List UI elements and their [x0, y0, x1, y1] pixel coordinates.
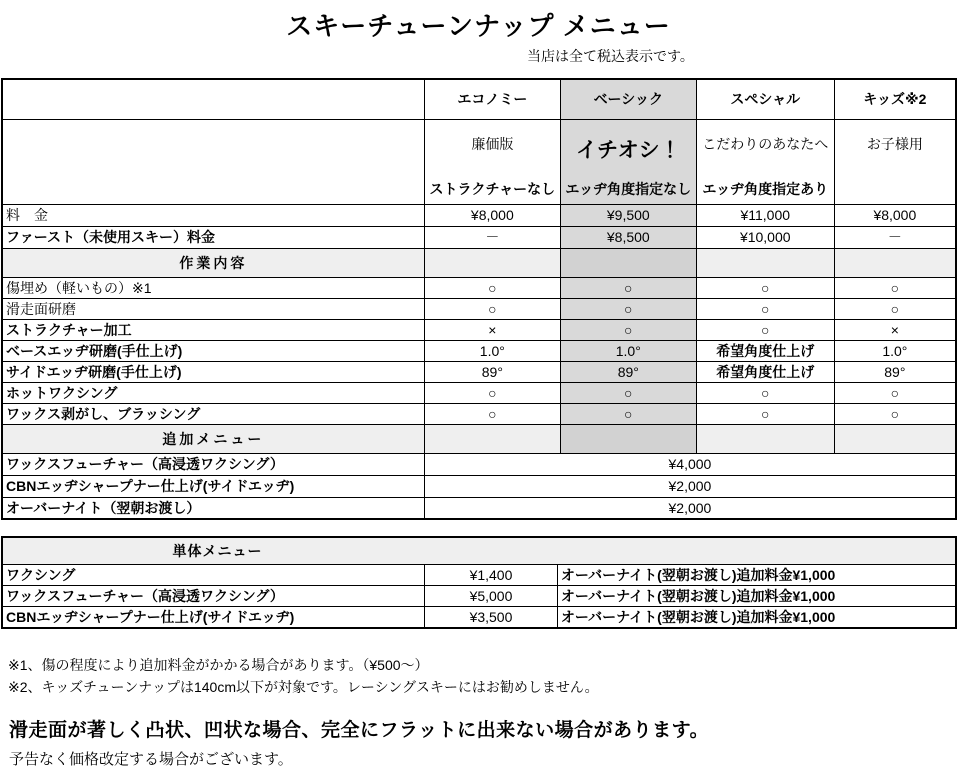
single-menu-row — [2, 606, 956, 628]
work-row — [2, 319, 956, 340]
work-section-title: 作業内容 — [2, 248, 424, 277]
plan-desc-basic — [560, 119, 696, 204]
section-cell-basic — [560, 248, 696, 277]
footnote-2: ※2、キッズチューンナップは140cm以下が対象です。レーシングスキーにはお勧めしません。 — [8, 678, 599, 695]
basic-tagline: イチオシ！ — [575, 138, 681, 162]
price-economy: ¥8,000 — [424, 204, 560, 226]
corner-cell — [2, 79, 424, 119]
single-label: ワクシング — [2, 564, 425, 585]
first-price-basic: ¥8,500 — [560, 226, 696, 248]
work-label: 傷埋め（軽いもの）※1 — [2, 277, 424, 298]
page-title: スキーチューンナップ メニュー — [286, 11, 671, 41]
flatness-warning: 滑走面が著しく凸状、凹状な場合、完全にフラットに出来ない場合があります。 — [9, 720, 710, 742]
work-section-row — [2, 248, 956, 277]
price-kids: ¥8,000 — [834, 204, 956, 226]
addon-label: ワックスフューチャー（高浸透ワクシング） — [2, 453, 424, 475]
section-cell — [834, 248, 956, 277]
plan-desc-special — [696, 119, 834, 204]
work-value: ○ — [696, 298, 834, 319]
price-basic: ¥9,500 — [560, 204, 696, 226]
work-value: 1.0° — [560, 340, 696, 361]
work-row — [2, 403, 956, 424]
single-menu-table — [1, 536, 957, 629]
work-label: ホットワクシング — [2, 382, 424, 403]
work-value: ○ — [424, 382, 560, 403]
work-label: サイドエッヂ研磨(手仕上げ) — [2, 361, 424, 382]
work-value: 1.0° — [424, 340, 560, 361]
special-tagline: こだわりのあなたへ — [702, 135, 829, 152]
work-value: ○ — [560, 319, 696, 340]
plan-desc-economy — [424, 119, 560, 204]
single-price: ¥3,500 — [425, 606, 558, 628]
work-row — [2, 361, 956, 382]
plan-header-special: スペシャル — [696, 79, 834, 119]
section-cell — [424, 248, 560, 277]
work-value: 89° — [834, 361, 956, 382]
work-value: ○ — [834, 382, 956, 403]
addon-row — [2, 453, 956, 475]
work-value: 89° — [424, 361, 560, 382]
addon-section-row — [2, 424, 956, 453]
work-label: ベースエッヂ研磨(手仕上げ) — [2, 340, 424, 361]
plan-header-economy: エコノミー — [424, 79, 560, 119]
work-row — [2, 382, 956, 403]
footnote-1: ※1、傷の程度により追加料金がかかる場合があります。（¥500～） — [8, 656, 429, 673]
work-label: ワックス剥がし、ブラッシング — [2, 403, 424, 424]
work-value: ○ — [560, 382, 696, 403]
work-value: ○ — [560, 277, 696, 298]
single-note: オーバーナイト(翌朝お渡し)追加料金¥1,000 — [557, 564, 956, 585]
work-value: 希望角度仕上げ — [696, 361, 834, 382]
plan-description-row — [2, 119, 956, 204]
single-menu-header-row — [2, 537, 956, 564]
work-value: ○ — [696, 382, 834, 403]
single-price: ¥1,400 — [425, 564, 558, 585]
plan-header-row — [2, 79, 956, 119]
tax-note: 当店は全て税込表示です。 — [527, 48, 694, 64]
work-value: ○ — [834, 403, 956, 424]
work-value: ○ — [424, 298, 560, 319]
work-row — [2, 298, 956, 319]
footnotes — [8, 654, 957, 699]
work-value: 希望角度仕上げ — [696, 340, 834, 361]
section-cell-basic — [560, 424, 696, 453]
addon-price: ¥4,000 — [424, 453, 956, 475]
work-value: × — [834, 319, 956, 340]
single-price: ¥5,000 — [425, 585, 558, 606]
work-value: ○ — [560, 298, 696, 319]
single-label: ワックスフューチャー（高浸透ワクシング） — [2, 585, 425, 606]
work-row — [2, 277, 956, 298]
addon-section-title: 追加メニュー — [2, 424, 424, 453]
empty-cell — [2, 119, 424, 204]
first-price-label: ファースト（未使用スキー）料金 — [2, 226, 424, 248]
kids-tagline: お子様用 — [866, 135, 923, 152]
single-note: オーバーナイト(翌朝お渡し)追加料金¥1,000 — [557, 585, 956, 606]
economy-subtagline: ストラクチャーなし — [429, 180, 556, 197]
work-value: 1.0° — [834, 340, 956, 361]
tuneup-menu-table — [1, 78, 957, 520]
work-value: ○ — [696, 277, 834, 298]
work-label: ストラクチャー加工 — [2, 319, 424, 340]
work-row — [2, 340, 956, 361]
section-cell — [424, 424, 560, 453]
section-cell — [696, 248, 834, 277]
work-value: ○ — [696, 403, 834, 424]
addon-label: CBNエッヂシャープナー仕上げ(サイドエッヂ) — [2, 475, 424, 497]
price-row — [2, 204, 956, 226]
work-value: ○ — [696, 319, 834, 340]
single-menu-title: 単体メニュー — [172, 542, 263, 559]
single-menu-row — [2, 585, 956, 606]
work-value: × — [424, 319, 560, 340]
basic-subtagline: エッヂ角度指定なし — [565, 180, 692, 197]
first-price-special: ¥10,000 — [696, 226, 834, 248]
plan-desc-kids — [834, 119, 956, 204]
work-value: ○ — [424, 403, 560, 424]
first-price-row — [2, 226, 956, 248]
special-subtagline: エッヂ角度指定あり — [702, 180, 829, 197]
work-value: ○ — [834, 277, 956, 298]
plan-header-basic: ベーシック — [560, 79, 696, 119]
economy-tagline: 廉価版 — [471, 135, 514, 152]
price-change-disclaimer: 予告なく価格改定する場合がございます。 — [9, 751, 293, 769]
work-value: ○ — [424, 277, 560, 298]
first-price-kids: － — [834, 226, 956, 248]
work-value: ○ — [560, 403, 696, 424]
work-value: 89° — [560, 361, 696, 382]
addon-price: ¥2,000 — [424, 497, 956, 519]
addon-row — [2, 497, 956, 519]
single-label: CBNエッヂシャープナー仕上げ(サイドエッヂ) — [2, 606, 425, 628]
section-cell — [696, 424, 834, 453]
addon-label: オーバーナイト（翌朝お渡し） — [2, 497, 424, 519]
first-price-economy: － — [424, 226, 560, 248]
single-menu-header-cell — [2, 537, 956, 564]
plan-header-kids: キッズ※2 — [834, 79, 956, 119]
single-note: オーバーナイト(翌朝お渡し)追加料金¥1,000 — [557, 606, 956, 628]
price-special: ¥11,000 — [696, 204, 834, 226]
price-row-label: 料 金 — [2, 204, 424, 226]
addon-price: ¥2,000 — [424, 475, 956, 497]
single-menu-row — [2, 564, 956, 585]
work-value: ○ — [834, 298, 956, 319]
addon-row — [2, 475, 956, 497]
work-label: 滑走面研磨 — [2, 298, 424, 319]
section-cell — [834, 424, 956, 453]
